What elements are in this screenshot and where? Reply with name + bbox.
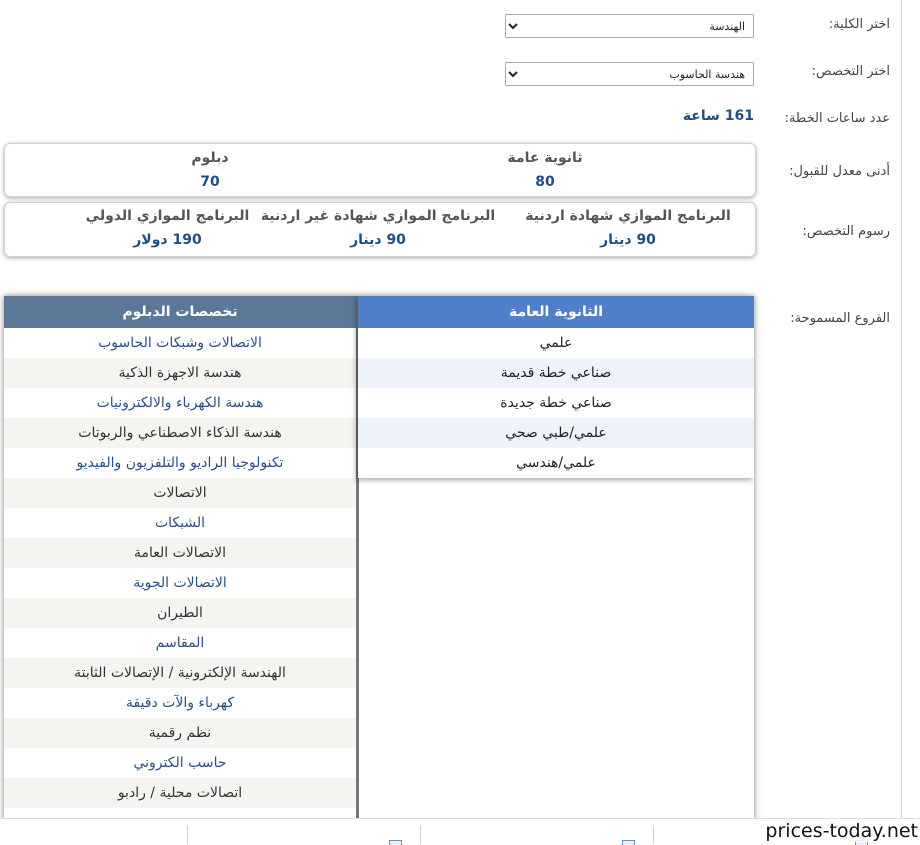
diploma-table-row: حاسب الكتروني	[4, 748, 356, 778]
diploma-table-row: كهرباء والآت دقيقة	[4, 688, 356, 718]
diploma-table-row: هندسة الكهرباء والالكترونيات	[4, 388, 356, 418]
diploma-table-row: هندسة الاجهزة الذكية	[4, 358, 356, 388]
general-secondary-table-row: صناعي خطة قديمة	[358, 358, 754, 388]
watermark-text: prices-today.net	[765, 820, 918, 842]
page-right-border	[901, 0, 902, 820]
diploma-table-row: الشبكات	[4, 508, 356, 538]
fee-parallel-jordan-label: البرنامج الموازي شهادة اردنية	[525, 208, 731, 224]
fees-card	[4, 202, 756, 257]
diploma-table-row: المقاسم	[4, 628, 356, 658]
diploma-table-row: الاتصالات	[4, 478, 356, 508]
allowed-branches-label: الفروع المسموحة:	[790, 311, 890, 326]
diploma-table-row: الطيران	[4, 598, 356, 628]
plan-hours-label: عدد ساعات الخطة:	[784, 111, 890, 126]
diploma-table-row: اتصالات محلية / رادبو	[4, 778, 356, 808]
college-select[interactable]	[505, 14, 754, 38]
general-secondary-table-header: الثانوية العامة	[358, 296, 754, 328]
min-average-general-value: 80	[535, 174, 555, 190]
general-secondary-table-body	[358, 328, 754, 478]
diploma-table-row: الاتصالات العامة	[4, 538, 356, 568]
fees-label: رسوم التخصص:	[802, 224, 890, 239]
min-average-label: أدنى معدل للقبول:	[789, 164, 890, 179]
footer-separator	[187, 825, 188, 844]
general-secondary-table-row: صناعي خطة جديدة	[358, 388, 754, 418]
min-average-general-label: ثانوية عامة	[507, 150, 583, 166]
fee-parallel-jordan-value: 90 دينار	[600, 232, 656, 248]
footer-separator	[420, 825, 421, 844]
college-label: اختر الكلية:	[828, 17, 890, 32]
major-select[interactable]	[505, 62, 754, 86]
allowed-branches-tables	[4, 296, 754, 826]
min-average-card	[4, 143, 756, 197]
diploma-table-body	[4, 328, 356, 808]
diploma-table-header: تخصصات الدبلوم	[4, 296, 356, 328]
min-average-diploma	[115, 150, 305, 190]
fee-parallel-international	[70, 208, 265, 248]
fee-parallel-non-jordan-value: 90 دينار	[350, 232, 406, 248]
diploma-table-row: الهندسة الإلكترونية / الإتصالات الثابتة	[4, 658, 356, 688]
diploma-table-row: نظم رقمية	[4, 718, 356, 748]
fee-parallel-non-jordan	[253, 208, 503, 248]
fee-parallel-international-value: 190 دولار	[133, 232, 202, 248]
footer-separator	[653, 825, 654, 844]
fee-parallel-non-jordan-label: البرنامج الموازي شهادة غير اردنية	[260, 208, 496, 224]
diploma-table-row: الاتصالات وشبكات الحاسوب	[4, 328, 356, 358]
general-secondary-table-row: علمي	[358, 328, 754, 358]
min-average-diploma-label: دبلوم	[191, 150, 229, 166]
general-secondary-table-row: علمي/هندسي	[358, 448, 754, 478]
general-secondary-table-row: علمي/طبي صحي	[358, 418, 754, 448]
diploma-table-row: الاتصالات الجوية	[4, 568, 356, 598]
min-average-diploma-value: 70	[200, 174, 220, 190]
fee-parallel-jordan	[510, 208, 746, 248]
major-label: اختر التخصص:	[811, 64, 890, 79]
fee-parallel-international-label: البرنامج الموازي الدولي	[85, 208, 250, 224]
min-average-general	[425, 150, 665, 190]
diploma-table-row: تكنولوجيا الراديو والتلفزيون والفيديو	[4, 448, 356, 478]
diploma-table	[4, 296, 359, 826]
plan-hours-value: 161 ساعة	[682, 108, 754, 124]
general-secondary-table	[358, 296, 754, 478]
diploma-table-row: هندسة الذكاء الاصطناعي والربوتات	[4, 418, 356, 448]
